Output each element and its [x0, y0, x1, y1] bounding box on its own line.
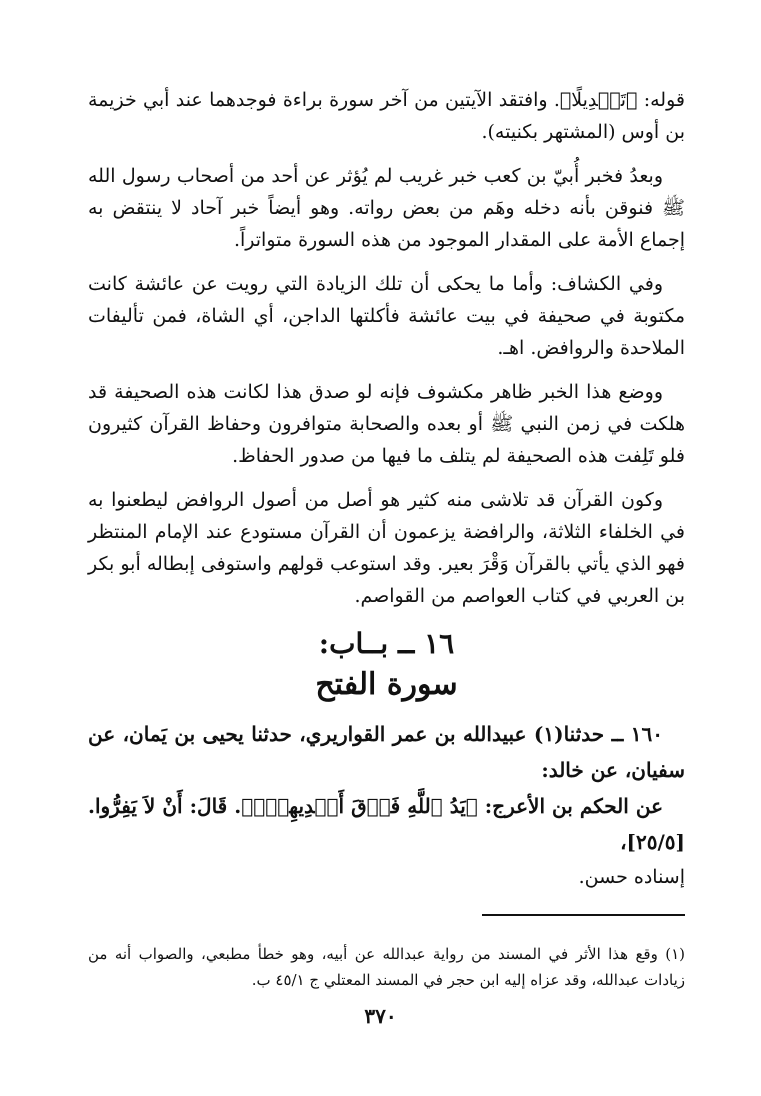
paragraph-1: قوله: ﴿تَبۡدِيلًا﴾. وافتقد الآيتين من آخر سورة براءة فوجدهما عند أبي خزيمة بن أوس (المشتهر بكنيته).	[88, 89, 685, 143]
hadith-chain: ١٦٠ ــ حدثنا(١) عبيدالله بن عمر القواريري، حدثنا يحيى بن يَمان، عن سفيان، عن خالد:	[88, 722, 685, 782]
chapter-number-heading: ١٦ ــ بــاب:	[318, 627, 455, 660]
isnad-note: إسناده حسن.	[578, 866, 685, 888]
page-number: ٣٧٠	[364, 1004, 397, 1028]
footnote-divider	[482, 914, 685, 916]
hadith-text: عن الحكم بن الأعرج: ﴿يَدُ ٱللَّهِ فَوۡقَ أَيۡدِيهِمۡۚ﴾. قَالَ: أَنْ لاَ يَفِرُّوا. [٢٥/٥]،	[88, 794, 685, 854]
main-text	[88, 84, 685, 900]
paragraph-5: وكون القرآن قد تلاشى منه كثير هو أصل من أصول الروافض ليطعنوا به في الخلفاء الثلاثة، والرافضة يزعمون أن القرآن مستودع عند الإمام المنتظر فهو الذي يأتي بالقرآن وَقْرَ بعير. وقد استوعب قولهم واستوفى إبطاله أبو بكر بن العربي في كتاب العواصم من القواصم.	[88, 489, 685, 607]
chapter-title: سورة الفتح	[315, 667, 458, 702]
paragraph-2: وبعدُ فخبر أُبيّ بن كعب خبر غريب لم يُؤثر عن أحد من أصحاب رسول الله ﷺ فنوقن بأنه دخله وهَم من بعض رواته. وهو أيضاً خبر آحاد لا ينتقض به إجماع الأمة على المقدار الموجود من هذه السورة متواتراً.	[88, 165, 685, 251]
paragraph-3: وفي الكشاف: وأما ما يحكى أن تلك الزيادة التي رويت عن عائشة كانت مكتوبة في صحيفة في بيت عائشة فأكلتها الداجن، أي الشاة، فمن تأليفات الملاحدة والروافض. اهـ.	[88, 273, 685, 359]
paragraph-4: ووضع هذا الخبر ظاهر مكشوف فإنه لو صدق هذا لكانت هذه الصحيفة قد هلكت في زمن النبي ﷺ أو بعده والصحابة متوافرون وحفاظ القرآن كثيرون فلو تَلِفت هذه الصحيفة لم يتلف ما فيها من صدور الحفاظ.	[88, 381, 685, 467]
footnote: (١) وقع هذا الأثر في المسند من رواية عبدالله عن أبيه، وهو خطأ مطبعي، والصواب أنه من زيادات عبدالله، وقد عزاه إليه ابن حجر في المسند المعتلي ج ٤٥/١ ب.	[88, 945, 685, 989]
